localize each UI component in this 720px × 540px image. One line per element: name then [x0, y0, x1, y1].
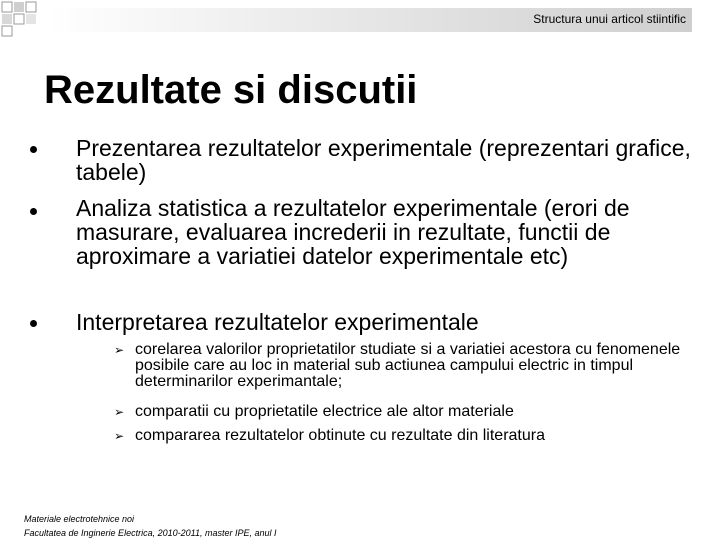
arrow-bullet-icon: ➢ — [114, 405, 125, 419]
slide-title: Rezultate si discutii — [44, 68, 418, 112]
list-item: Analiza statistica a rezultatelor experimentale (erori de masurare, evaluarea increderii in rezultate, functii de aproximare a variatiei datelor experimentale etc) — [76, 195, 630, 269]
sub-list-item: compararea rezultatelor obtinute cu rezultate din literatura — [135, 427, 545, 444]
bullet-dot — [30, 320, 37, 327]
list-item: Prezentarea rezultatelor experimentale (reprezentari grafice, tabele) — [76, 135, 691, 185]
arrow-bullet-icon: ➢ — [114, 429, 125, 443]
list-item: Interpretarea rezultatelor experimentale — [76, 309, 479, 335]
sub-list-item: corelarea valorilor proprietatilor studiate si a variatiei acestora cu fenomenele posibile care au loc in material sub actiunea campului electric in timpul determinarilor experimantale; — [135, 341, 681, 390]
bullet-dot — [30, 146, 37, 153]
bullet-dot — [30, 208, 37, 215]
footer-line-2: Facultatea de Inginerie Electrica, 2010-2011, master IPE, anul I — [24, 528, 277, 538]
sub-list-item: comparatii cu proprietatile electrice ale altor materiale — [135, 403, 514, 420]
header-text: Structura unui articol stiintific — [533, 12, 686, 26]
footer-line-1: Materiale electrotehnice noi — [24, 514, 135, 524]
arrow-bullet-icon: ➢ — [114, 343, 125, 357]
